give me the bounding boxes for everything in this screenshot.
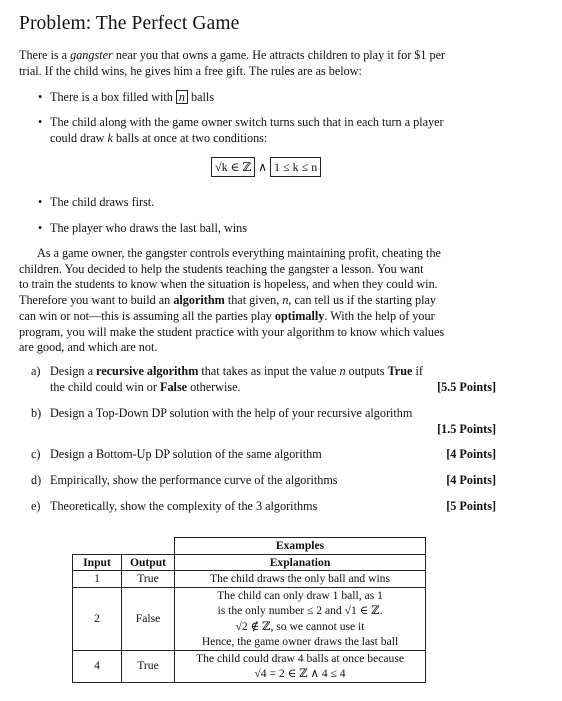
header-explanation: Explanation bbox=[175, 554, 426, 571]
bold-algorithm: algorithm bbox=[173, 293, 225, 308]
question-text: Design a Bottom-Up DP solution of the same algorithm bbox=[50, 447, 322, 461]
intro-line-1 bbox=[19, 48, 499, 64]
variable-n: n bbox=[178, 90, 185, 104]
points-badge: [5.5 Points] bbox=[437, 379, 496, 394]
question-label: c) bbox=[31, 447, 41, 461]
intro-text: There is a bbox=[19, 48, 68, 62]
question-e bbox=[31, 499, 496, 515]
cell-output: False bbox=[122, 587, 175, 650]
bullet-text: could draw bbox=[50, 130, 105, 145]
bullet-dot-icon: • bbox=[38, 195, 43, 209]
examples-table bbox=[72, 537, 426, 683]
question-text: Empirically, show the performance curve of the algorithms bbox=[50, 473, 338, 487]
cell-output: True bbox=[122, 571, 175, 588]
sqrt-condition-box: √k ∈ ℤ bbox=[211, 157, 255, 177]
header-row bbox=[73, 554, 426, 571]
body-paragraph bbox=[19, 246, 499, 356]
question-c bbox=[31, 447, 496, 463]
body-line: As a game owner, the gangster controls everything maintaining profit, cheating the bbox=[37, 246, 441, 260]
body-line: to train the students to know when the situation is hopeless, and when they could win. bbox=[19, 277, 438, 292]
intro-paragraph bbox=[19, 48, 499, 79]
question-a: a) Design a recursive algorithm that takes as input the value n outputs True if the child could win or False otherwise. [5.5 Points] bbox=[31, 364, 496, 394]
table-row bbox=[73, 571, 426, 588]
bullet-text: The child along with the game owner switch turns such that in each turn a player bbox=[50, 115, 444, 129]
table-row bbox=[73, 650, 426, 682]
bold-false: False bbox=[160, 379, 188, 394]
bullet-text: balls bbox=[191, 90, 215, 104]
header-output: Output bbox=[122, 554, 175, 571]
bullet-text: balls at once at two conditions: bbox=[116, 130, 268, 145]
table-caption: Examples bbox=[175, 538, 426, 555]
variable-k: k bbox=[107, 130, 113, 145]
bullet-text: The player who draws the last ball, wins bbox=[50, 221, 247, 235]
points-badge: [5 Points] bbox=[446, 499, 496, 513]
intro-line-2: trial. If the child wins, he gives him a free gift. The rules are as below: bbox=[19, 63, 362, 78]
caption-row bbox=[73, 538, 426, 555]
header-input: Input bbox=[73, 554, 122, 571]
and-symbol: ∧ bbox=[258, 159, 268, 174]
intro-italic-word: gangster bbox=[70, 48, 113, 62]
question-label: d) bbox=[31, 473, 42, 487]
intro-text: near you that owns a game. He attracts children to play it for $1 per bbox=[115, 48, 446, 62]
range-condition-box: 1 ≤ k ≤ n bbox=[270, 157, 321, 177]
bold-true: True bbox=[387, 364, 413, 378]
question-d bbox=[31, 473, 496, 489]
cell-explanation: The child draws the only ball and wins bbox=[175, 571, 426, 588]
boxed-variable bbox=[176, 90, 188, 104]
question-text: Theoretically, show the complexity of the 3 algorithms bbox=[50, 499, 318, 513]
cell-input: 1 bbox=[73, 571, 122, 588]
question-label: e) bbox=[31, 499, 41, 513]
body-line: are good, and which are not. bbox=[19, 340, 158, 355]
bullet-dot-icon: • bbox=[38, 115, 43, 129]
variable-n: n bbox=[339, 364, 346, 378]
question-b bbox=[31, 406, 496, 438]
points-badge: [4 Points] bbox=[446, 473, 496, 487]
table-row bbox=[73, 587, 426, 650]
bullet-text: There is a box filled with bbox=[50, 90, 173, 104]
points-badge: [4 Points] bbox=[446, 447, 496, 461]
cell-output: True bbox=[122, 650, 175, 682]
question-label: b) bbox=[31, 406, 42, 420]
cell-input: 2 bbox=[73, 587, 122, 650]
body-line: can win or not—this is assuming all the parties play optimally. With the help of your bbox=[19, 308, 435, 323]
cell-input: 4 bbox=[73, 650, 122, 682]
bold-optimally: optimally bbox=[274, 308, 325, 323]
bullet-dot-icon: • bbox=[38, 221, 43, 235]
cell-explanation: The child can only draw 1 ball, as 1 is the only number ≤ 2 and √1 ∈ ℤ. √2 ∉ ℤ, so we cannot use it Hence, the game owner draws the last ball bbox=[175, 587, 426, 650]
question-text: Design a Top-Down DP solution with the help of your recursive algorithm bbox=[50, 406, 413, 420]
points-badge: [1.5 Points] bbox=[437, 421, 496, 436]
bullet-text: The child draws first. bbox=[50, 195, 155, 209]
question-label: a) bbox=[31, 364, 41, 378]
bullet-dot-icon: • bbox=[38, 90, 43, 104]
problem-title: Problem: The Perfect Game bbox=[19, 13, 240, 34]
bold-recursive-algorithm: recursive algorithm bbox=[96, 364, 199, 378]
conditions-formula bbox=[211, 157, 321, 177]
body-line: children. You decided to help the students teaching the gangster a lesson. You want bbox=[19, 261, 424, 276]
cell-explanation: The child could draw 4 balls at once because √4 = 2 ∈ ℤ ∧ 4 ≤ 4 bbox=[175, 650, 426, 682]
body-line: Therefore you want to build an algorithm that given, n, can tell us if the starting play bbox=[19, 293, 436, 308]
body-line: program, you will make the student practice with your algorithm to know which values bbox=[19, 324, 445, 339]
variable-n: n bbox=[282, 293, 289, 308]
